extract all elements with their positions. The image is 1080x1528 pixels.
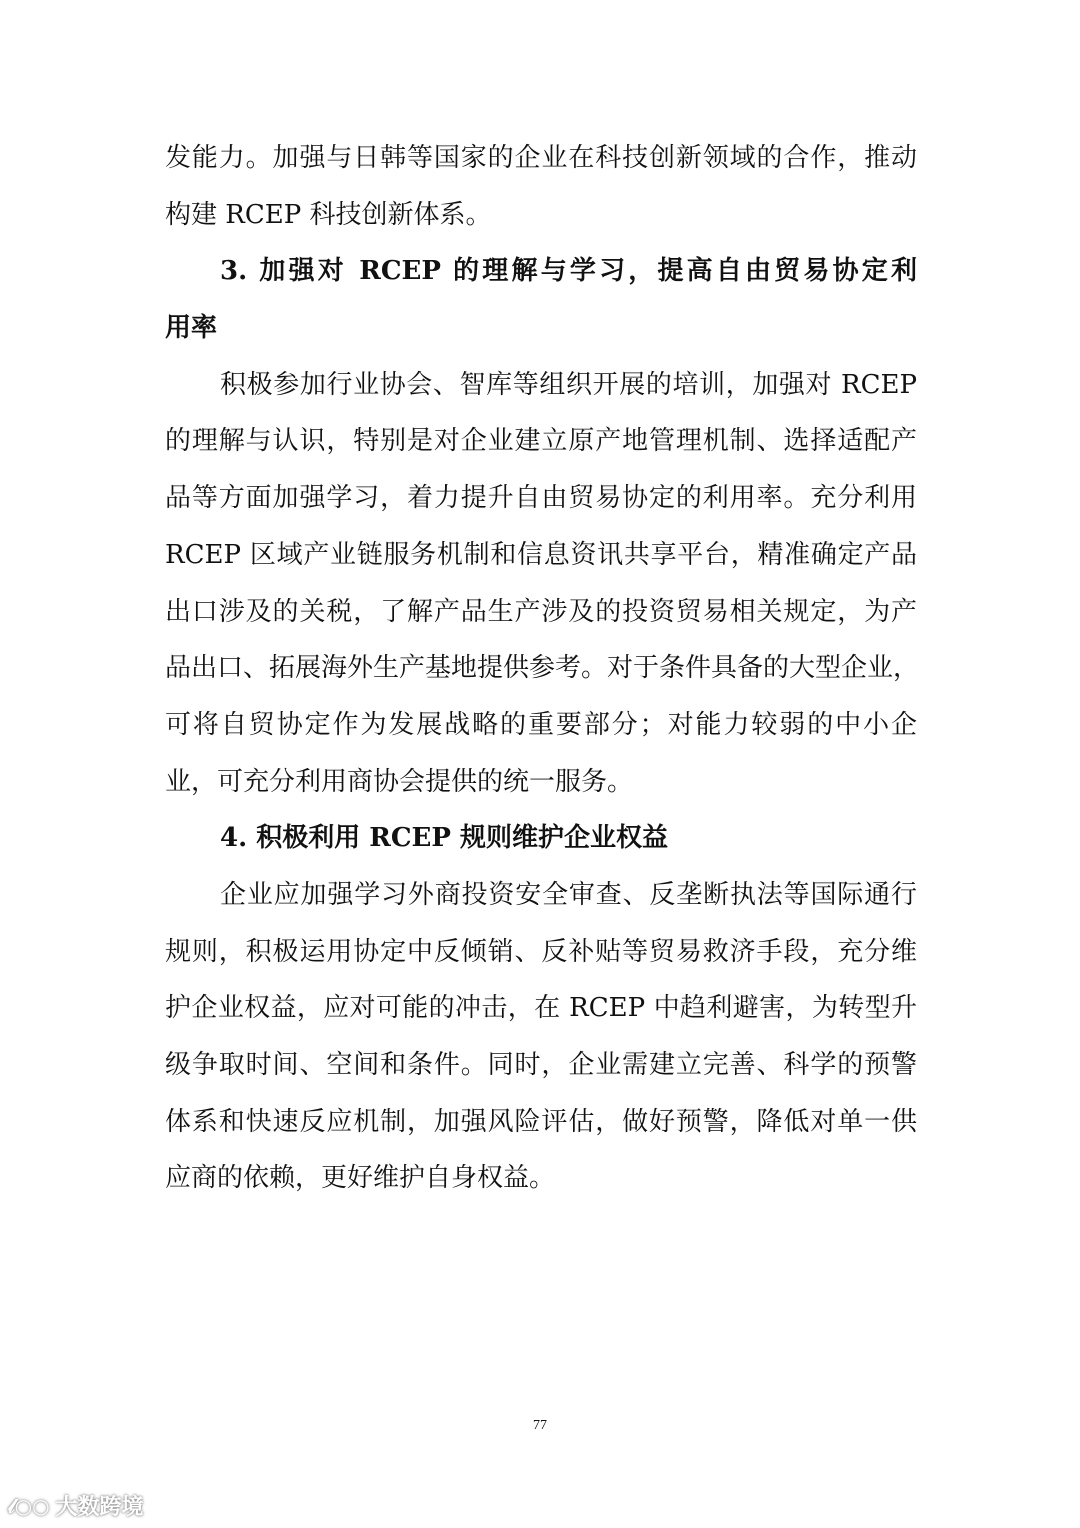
paragraph-line: 规则，积极运用协定中反倾销、反补贴等贸易救济手段，充分维 [165,936,917,967]
section-heading-3: 3. 加强对 RCEP 的理解与学习，提高自由贸易协定利 [220,256,917,287]
paragraph-line: 护企业权益，应对可能的冲击，在 RCEP 中趋利避害，为转型升 [165,993,917,1024]
paragraph-line: 应商的依赖，更好维护自身权益。 [165,1163,556,1194]
paragraph-line: 品出口、拓展海外生产基地提供参考。对于条件具备的大型企业， [165,653,920,684]
section-heading-3-cont: 用率 [165,313,218,344]
section-heading-4: 4. 积极利用 RCEP 规则维护企业权益 [220,823,668,854]
paragraph-line: 的理解与认识，特别是对企业建立原产地管理机制、选择适配产 [165,426,917,457]
paragraph-line: 积极参加行业协会、智库等组织开展的培训，加强对 RCEP [220,369,917,400]
watermark-text: 大数跨境 [55,1495,144,1520]
paragraph-line: RCEP 区域产业链服务机制和信息资讯共享平台，精准确定产品 [165,539,917,570]
page-number: 77 [533,1418,547,1433]
paragraph-line: 企业应加强学习外商投资安全审查、反垄断执法等国际通行 [220,879,917,910]
paragraph-line: 构建 RCEP 科技创新体系。 [165,199,492,230]
paragraph-line: 出口涉及的关税，了解产品生产涉及的投资贸易相关规定，为产 [165,596,917,627]
paragraph-line: 级争取时间、空间和条件。同时，企业需建立完善、科学的预警 [165,1050,917,1080]
paragraph-line: 品等方面加强学习，着力提升自由贸易协定的利用率。充分利用 [165,483,917,514]
paragraph-line: 可将自贸协定作为发展战略的重要部分；对能力较弱的中小企 [165,709,917,740]
paragraph-line: 体系和快速反应机制，加强风险评估，做好预警，降低对单一供 [165,1106,917,1137]
watermark [8,1490,144,1521]
paragraph-line: 发能力。加强与日韩等国家的企业在科技创新领域的合作，推动 [165,143,917,173]
logo-icon: 𝓁○○ [8,1493,50,1518]
paragraph-line: 业，可充分利用商协会提供的统一服务。 [165,766,634,797]
document-body [165,130,920,1207]
